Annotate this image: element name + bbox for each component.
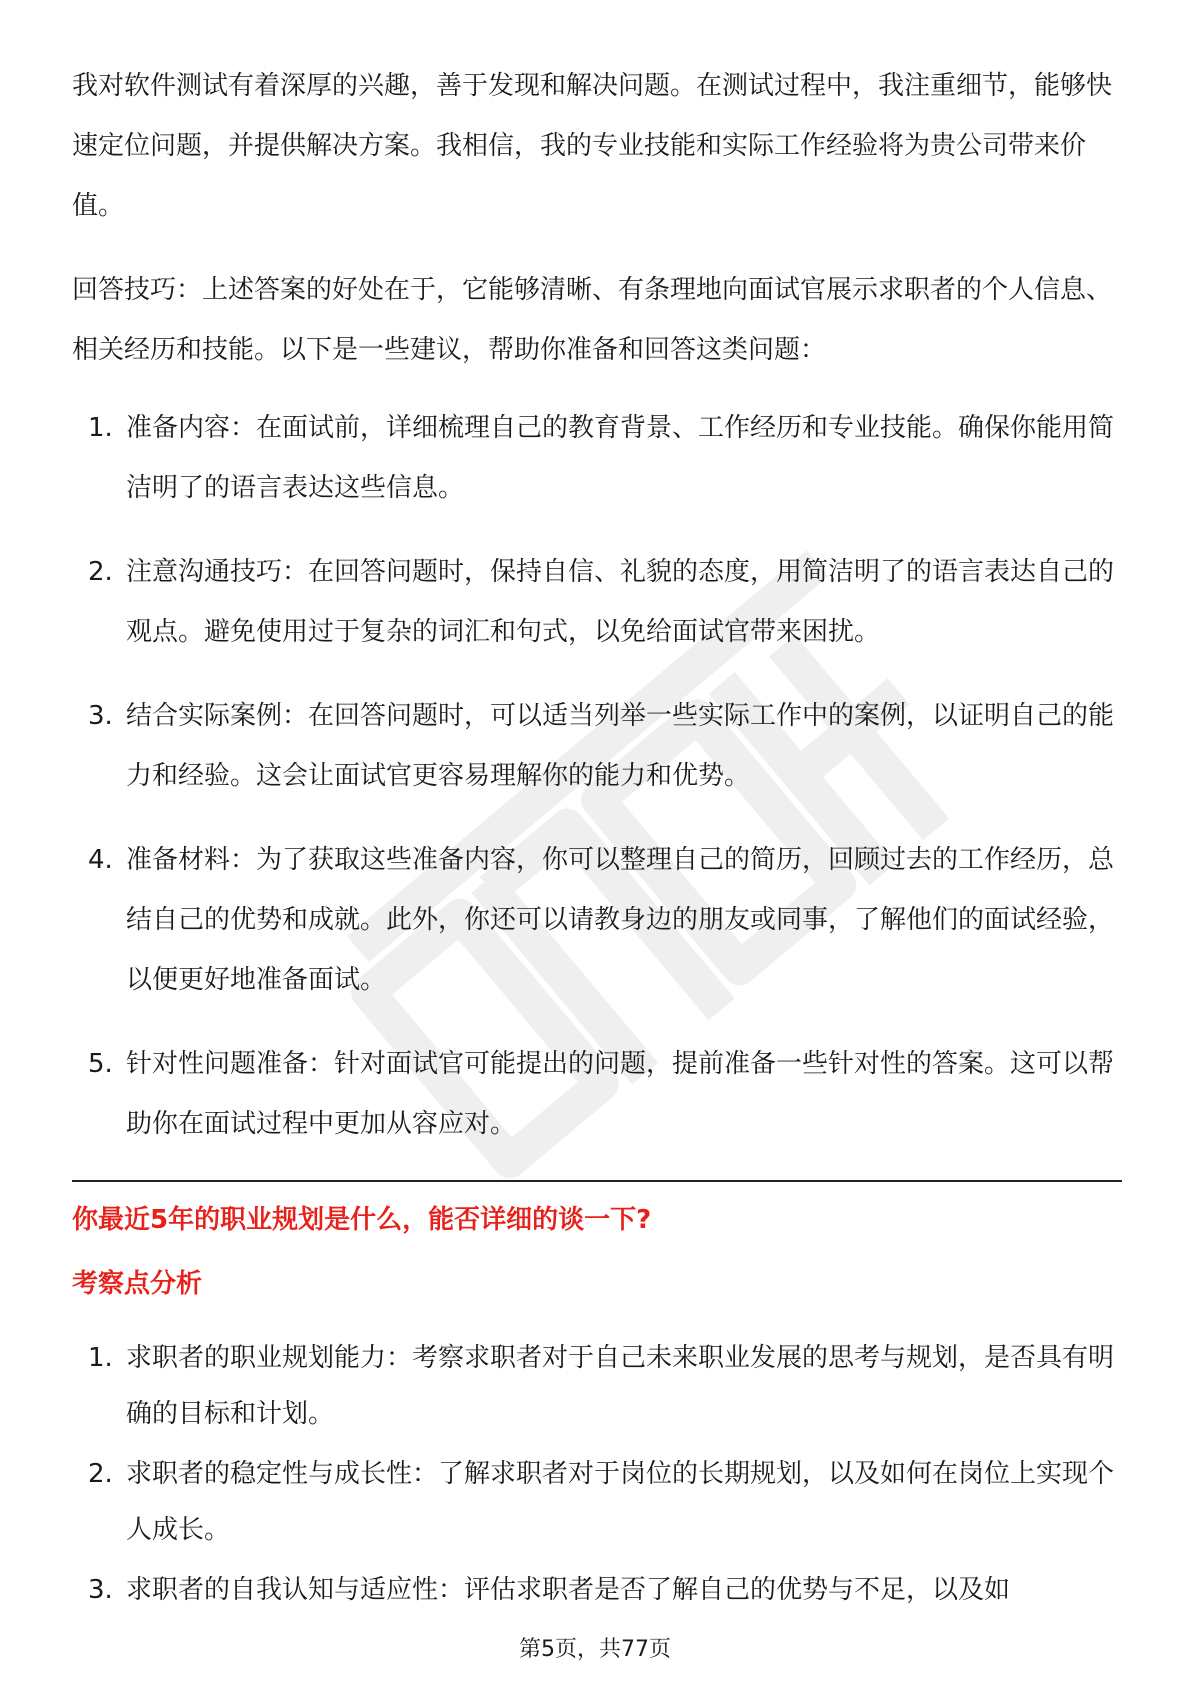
list-item-text: 结合实际案例：在回答问题时，可以适当列举一些实际工作中的案例，以证明自己的能力和经验。这会让面试官更容易理解你的能力和优势。: [126, 701, 1115, 791]
answer-tips-paragraph: 回答技巧：上述答案的好处在于，它能够清晰、有条理地向面试官展示求职者的个人信息、相关经历和技能。以下是一些建议，帮助你准备和回答这类问题：: [72, 275, 1113, 365]
list-item: [72, 1330, 1122, 1442]
list-item-text: 求职者的自我认知与适应性：评估求职者是否了解自己的优势与不足，以及如: [126, 1575, 1011, 1605]
list-item: [72, 686, 1122, 806]
list-item-text: 针对性问题准备：针对面试官可能提出的问题，提前准备一些针对性的答案。这可以帮助你在面试过程中更加从容应对。: [126, 1049, 1115, 1139]
list-item-text: 准备内容：在面试前，详细梳理自己的教育背景、工作经历和专业技能。确保你能用简洁明了的语言表达这些信息。: [126, 413, 1115, 503]
list-number: 1.: [88, 1343, 113, 1373]
list-item-text: 求职者的稳定性与成长性：了解求职者对于岗位的长期规划，以及如何在岗位上实现个人成长。: [126, 1459, 1115, 1545]
intro-paragraph: 我对软件测试有着深厚的兴趣，善于发现和解决问题。在测试过程中，我注重细节，能够快速定位问题，并提供解决方案。我相信，我的专业技能和实际工作经验将为贵公司带来价值。: [72, 71, 1113, 221]
list-item: [72, 830, 1122, 1010]
list-item-text: 求职者的职业规划能力：考察求职者对于自己未来职业发展的思考与规划，是否具有明确的目标和计划。: [126, 1343, 1115, 1429]
list-number: 2.: [88, 1459, 113, 1489]
analysis-heading: 考察点分析: [72, 1269, 203, 1299]
question-heading: 你最近5年的职业规划是什么，能否详细的谈一下?: [72, 1205, 652, 1235]
list-item: [72, 1446, 1122, 1558]
list-number: 5.: [88, 1049, 113, 1079]
page-content: [72, 56, 1122, 1618]
list-item: [72, 398, 1122, 518]
list-number: 3.: [88, 1575, 113, 1605]
tips-list: [72, 398, 1122, 1154]
list-number: 3.: [88, 701, 113, 731]
page-footer: 第5页，共77页: [519, 1637, 671, 1662]
list-number: 2.: [88, 557, 113, 587]
list-item-text: 注意沟通技巧：在回答问题时，保持自信、礼貌的态度，用简洁明了的语言表达自己的观点。避免使用过于复杂的词汇和句式，以免给面试官带来困扰。: [126, 557, 1115, 647]
analysis-points-list: [72, 1330, 1122, 1618]
list-number: 1.: [88, 413, 113, 443]
list-item: [72, 1034, 1122, 1154]
list-number: 4.: [88, 845, 113, 875]
list-item: [72, 1562, 1122, 1618]
list-item-text: 准备材料：为了获取这些准备内容，你可以整理自己的简历，回顾过去的工作经历，总结自己的优势和成就。此外，你还可以请教身边的朋友或同事，了解他们的面试经验，以便更好地准备面试。: [126, 845, 1115, 995]
list-item: [72, 542, 1122, 662]
section-divider: [72, 1180, 1122, 1182]
